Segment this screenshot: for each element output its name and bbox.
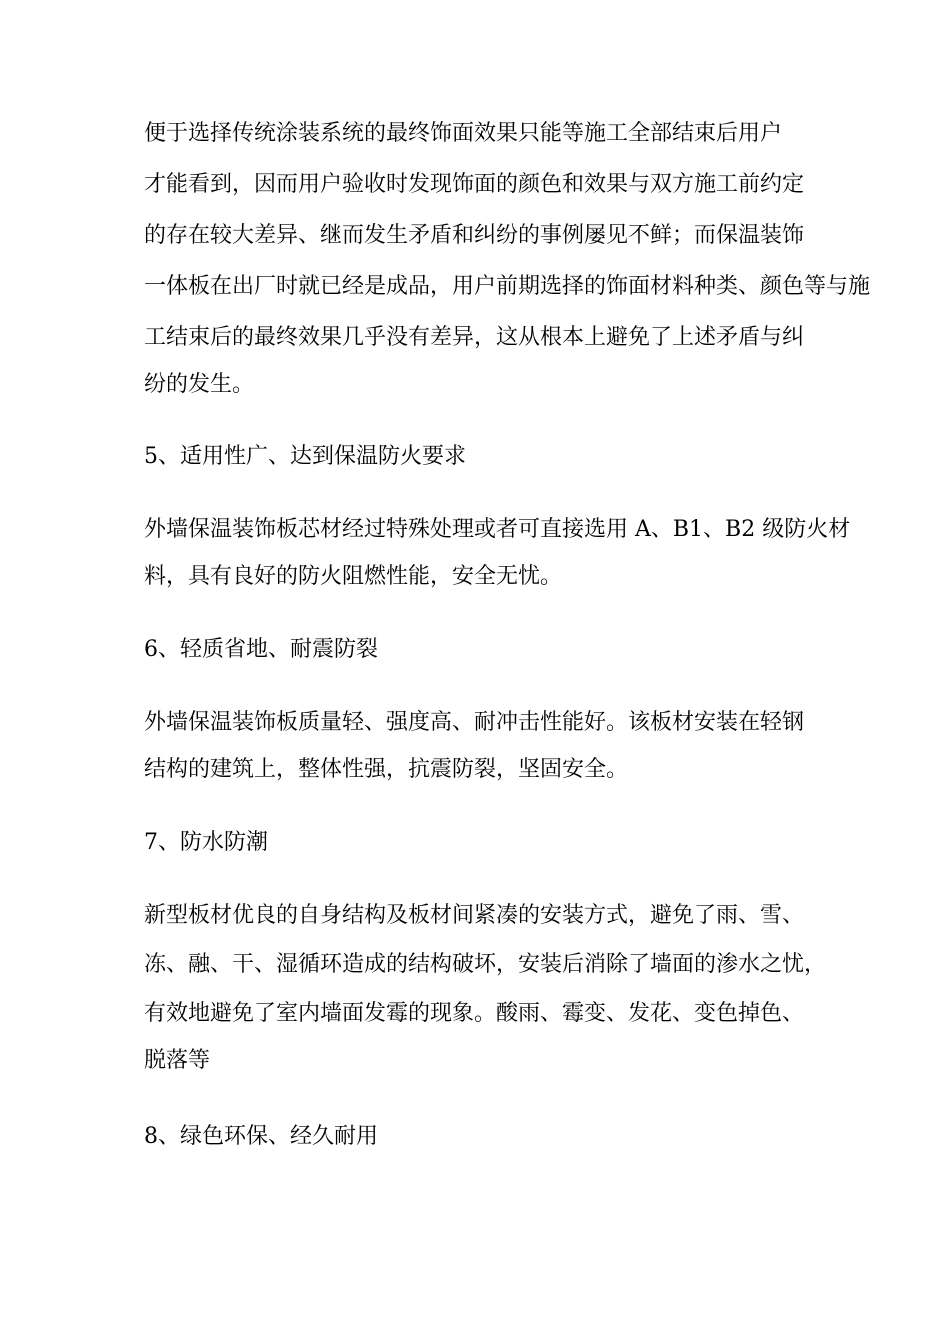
paragraph-line: 结构的建筑上，整体性强，抗震防裂，坚固安全。 — [144, 757, 629, 782]
paragraph-line: 外墙保温装饰板芯材经过特殊处理或者可直接选用 A、B1、B2 级防火材 — [144, 517, 851, 542]
section-heading: 6、轻质省地、耐震防裂 — [144, 637, 378, 662]
section-heading: 7、防水防潮 — [144, 830, 268, 855]
paragraph-line: 新型板材优良的自身结构及板材间紧凑的安装方式，避免了雨、雪、 — [144, 903, 805, 928]
paragraph-line: 的存在较大差异、继而发生矛盾和纠纷的事例屡见不鲜；而保温装饰 — [144, 223, 805, 248]
section-heading: 5、适用性广、达到保温防火要求 — [144, 444, 466, 469]
paragraph-line: 料，具有良好的防火阻燃性能，安全无忧。 — [144, 564, 563, 589]
paragraph-line: 脱落等 — [144, 1048, 211, 1073]
paragraph-line: 外墙保温装饰板质量轻、强度高、耐冲击性能好。该板材安装在轻钢 — [144, 710, 805, 735]
paragraph-line: 冻、融、干、湿循环造成的结构破坏，安装后消除了墙面的渗水之忧， — [144, 952, 827, 977]
paragraph-line: 才能看到，因而用户验收时发现饰面的颜色和效果与双方施工前约定 — [144, 172, 805, 197]
paragraph-line: 便于选择传统涂装系统的最终饰面效果只能等施工全部结束后用户 — [144, 121, 783, 146]
paragraph-line: 工结束后的最终效果几乎没有差异，这从根本上避免了上述矛盾与纠 — [144, 325, 805, 350]
paragraph-line: 有效地避免了室内墙面发霉的现象。酸雨、霉变、发花、变色掉色、 — [144, 1001, 805, 1026]
paragraph-line: 一体板在出厂时就已经是成品，用户前期选择的饰面材料种类、颜色等与施 — [144, 274, 871, 299]
section-heading: 8、绿色环保、经久耐用 — [144, 1124, 378, 1149]
paragraph-line: 纷的发生。 — [144, 372, 255, 397]
